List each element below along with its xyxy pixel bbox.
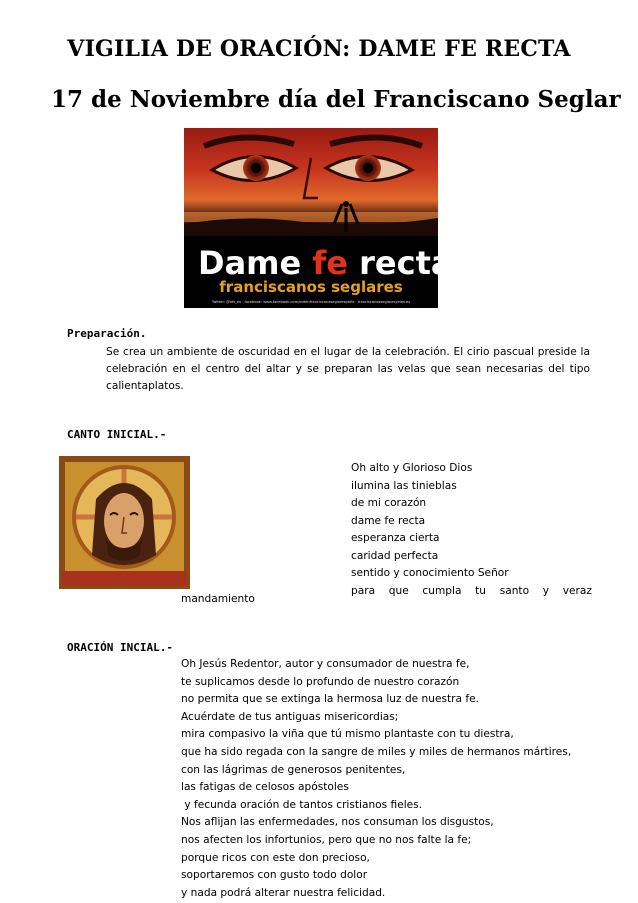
canto-line: caridad perfecta [351,549,439,562]
oracion-line: mira compasivo la viña que tú mismo plantaste con tu diestra, [181,728,514,741]
canto-heading: CANTO INICIAL.- [67,428,167,441]
document-title: VIGILIA DE ORACIÓN: DAME FE RECTA [67,36,571,62]
oracion-line: soportaremos con gusto todo dolor [181,869,368,882]
christ-icon-image [62,459,187,586]
canto-line: ilumina las tinieblas [351,479,457,492]
banner-footer: Twitter: @ofs_es · facebook: www.facebook.com/ordenfranciscanaseglarespaña · franciscanosseglaresyelas.es [211,300,411,304]
preparacion-heading: Preparación. [67,327,147,340]
christ-icon-illustration [62,459,187,586]
canto-word: veraz [562,584,592,597]
oracion-line: Oh Jesús Redentor, autor y consumador de nuestra fe, [181,658,470,670]
oracion-heading: ORACIÓN INCIAL.- [67,641,173,654]
oracion-line: y fecunda oración de tantos cristianos fieles. [181,798,423,811]
banner-headline-1: Dame [198,244,313,282]
oracion-line: las fatigas de celosos apóstoles [181,781,349,794]
oracion-text [181,656,571,902]
preparacion-text: Se crea un ambiente de oscuridad en el lugar de la celebración. El cirio pascual preside la celebración en el centro del altar y se preparan las velas que sean necesarias del tipo calientaplatos. [106,346,590,392]
canto-line: sentido y conocimiento Señor [351,567,509,579]
oracion-line: no permita que se extinga la hermosa luz de nuestra fe. [181,693,480,706]
oracion-line: y nada podrá alterar nuestra felicidad. [181,886,386,899]
oracion-line: que ha sido regada con la sangre de miles y miles de hermanos mártires, [181,745,572,758]
oracion-line: porque ricos con este don precioso, [181,851,370,864]
document-subtitle: 17 de Noviembre día del Franciscano Seglar [51,86,621,113]
canto-word: santo [499,584,530,597]
banner-illustration [184,128,453,308]
canto-word: tu [475,584,487,597]
canto-word: cumpla [422,584,462,597]
banner-tagline: franciscanos seglares [219,278,403,296]
canto-word: para [351,584,376,597]
canto-lyrics [351,460,592,600]
oracion-line: te suplicamos desde lo profundo de nuestro corazón [181,675,460,688]
canto-line: Oh alto y Glorioso Dios [351,462,473,474]
canto-word: que [388,584,409,597]
oracion-line: con las lágrimas de generosos penitentes, [181,763,406,776]
canto-tail: mandamiento [181,593,255,605]
oracion-line: nos afecten los infortunios, pero que no nos falte la fe; [181,833,472,846]
canto-line: dame fe recta [351,514,426,527]
canto-word: y [542,584,550,597]
canto-line: esperanza cierta [351,532,440,544]
banner-image [184,128,453,308]
banner-headline-3: recta [347,244,453,282]
oracion-line: Nos aflijan las enfermedades, nos consuman los disgustos, [181,816,494,829]
banner-headline-2: fe [312,244,348,282]
canto-line: de mi corazón [351,497,427,509]
canto-last-line [351,583,592,601]
oracion-line: Acuérdate de tus antiguas misericordias; [181,710,399,723]
svg-text:Dame fe recta [198,244,452,282]
